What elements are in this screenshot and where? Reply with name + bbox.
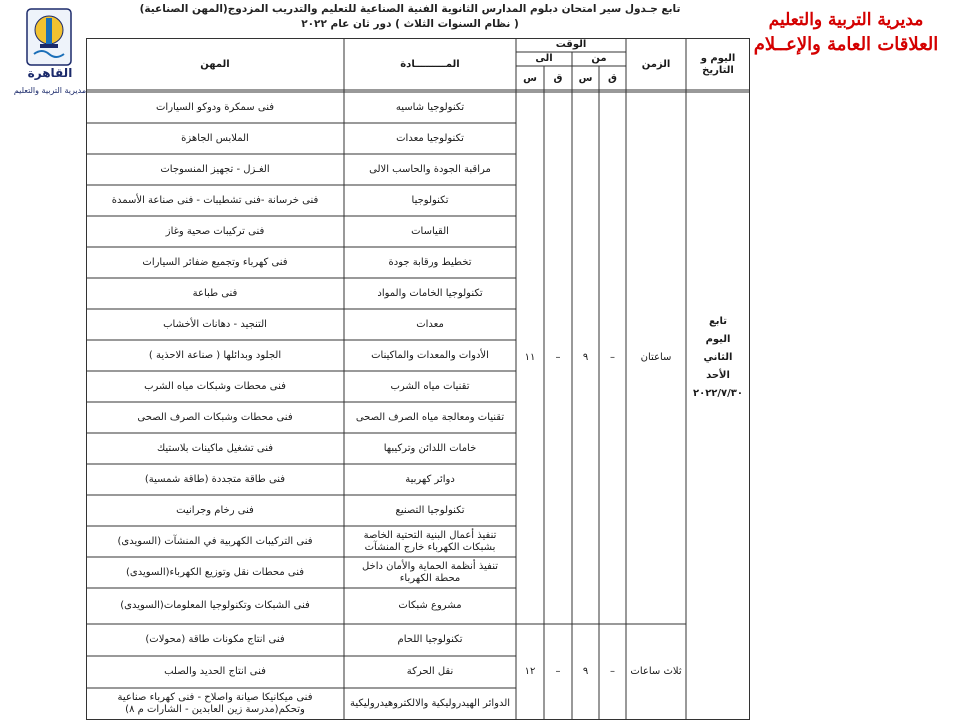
exam-date: ٢٠٢٢/٧/٣٠ [692, 388, 744, 399]
header-to: الى [535, 53, 553, 64]
profession-cell: فنى الشبكات وتكنولوجيا المعلومات(السويدى) [120, 600, 310, 611]
day-date-cell [686, 92, 750, 624]
subject-cell: معدات [416, 318, 444, 330]
brand-header [746, 8, 946, 58]
subject-cell: تكنولوجيا الخامات والمواد [377, 287, 483, 299]
day-label: اليوم [705, 334, 731, 345]
profession-cell: فنى محطات وشبكات الصرف الصحى [137, 411, 293, 423]
profession-cell: الغـزل - تجهيز المنسوجات [160, 163, 270, 175]
from-minutes-cell: – [610, 666, 615, 677]
profession-cell: فنى كهرباء وتجميع ضفائر السيارات [142, 256, 288, 268]
profession-cell: فنى التركيبات الكهربية في المنشآت (السويدى) [117, 535, 313, 547]
header-from: من [591, 53, 607, 64]
logo-subtitle: مديرية التربية والتعليم [13, 86, 87, 95]
profession-cell: الملابس الجاهزة [181, 132, 249, 144]
header-day-date: اليوم و التاريخ [700, 53, 736, 76]
header-time: الوقت [555, 39, 587, 50]
subject-cell: تقنيات ومعالجة مياه الصرف الصحى [355, 411, 505, 423]
subject-cell: مراقبة الجودة والحاسب الالى [369, 163, 491, 175]
profession-cell: التنجيد - دهانات الأخشاب [163, 318, 267, 330]
profession-cell: فنى محطات نقل وتوزيع الكهرباء(السويدى) [125, 566, 305, 578]
duration-cell: ثلاث ساعات [630, 666, 682, 677]
subject-cell: تنفيذ أنظمة الحماية والأمان داخل محطة الكهرباء [361, 560, 499, 584]
profession-cell: فنى طاقة متجددة (طاقة شمسية) [144, 473, 286, 485]
title-line-2: ( نظام السنوات الثلاث ) دور ثان عام ٢٠٢٢ [301, 18, 519, 30]
profession-cell: فنى ميكانيكا صيانة واصلاح - فنى كهرباء صناعية وتحكم(مدرسة زين العابدين - الشارات م ٨) [117, 692, 313, 715]
exam-schedule-table [86, 38, 750, 720]
cairo-emblem-icon [26, 8, 72, 66]
profession-cell: فنى تركيبات صحية وغاز [165, 225, 265, 237]
subject-cell: تقنيات مياه الشرب [390, 380, 470, 392]
subject-cell: نقل الحركة [406, 666, 454, 677]
profession-cell: فنى رخام وجرانيت [176, 504, 254, 516]
subject-cell: تخطيط ورقابة جودة [388, 256, 472, 268]
from-hours-cell: ٩ [582, 666, 589, 677]
profession-cell: فنى تشغيل ماكينات بلاستيك [156, 442, 274, 454]
profession-cell: فنى محطات وشبكات مياه الشرب [144, 380, 286, 392]
subject-cell: تكنولوجيا [411, 194, 449, 206]
subject-cell: تكنولوجيا شاسيه [395, 101, 465, 113]
brand-line-1: مديرية التربية والتعليم [768, 10, 924, 30]
profession-cell: فنى انتاج الحديد والصلب [164, 666, 266, 677]
title-line-1: تابع جـدول سير امتحان دبلوم المدارس الثانوية الفنية الصناعية للتعليم والتدريب المزدوج(المهن الصناعية) [139, 3, 681, 15]
subject-column [344, 92, 516, 720]
subject-cell: تكنولوجيا اللحام [397, 634, 463, 645]
profession-cell: فنى طباعة [192, 287, 238, 299]
document-title [110, 2, 710, 32]
subject-cell: الدوائر الهيدروليكية والالكتروهيدروليكية [349, 698, 511, 709]
subject-cell: مشروع شبكات [398, 600, 462, 611]
from-hours-cell: ٩ [582, 352, 589, 363]
header-from-hours: س [578, 73, 593, 84]
header-from-minutes: ق [608, 73, 617, 84]
brand-line-2: العلاقات العامة والإعــلام [753, 34, 939, 55]
header-to-hours: س [523, 73, 537, 84]
to-minutes-cell: – [555, 666, 561, 677]
profession-cell: الجلود وبدائلها ( صناعة الاحذية ) [148, 349, 282, 361]
profession-cell: فنى انتاج مكونات طاقة (محولات) [145, 634, 285, 645]
subject-cell: تكنولوجيا التصنيع [395, 504, 465, 516]
day-ordinal: الثاني [703, 352, 733, 363]
header-professions: المهن [200, 59, 230, 70]
subject-cell: دوائر كهربية [405, 473, 455, 485]
to-hours-cell: ١١ [524, 352, 536, 363]
header-to-minutes: ق [553, 73, 563, 84]
day-continued: تابع [708, 316, 728, 327]
to-minutes-cell: – [555, 352, 561, 363]
header-subject: المـــــــــادة [400, 59, 460, 70]
subject-cell: القياسات [411, 225, 449, 237]
day-name: الأحد [706, 370, 730, 381]
logo [6, 8, 94, 100]
profession-cell: فنى سمكرة ودوكو السيارات [156, 101, 274, 113]
profession-column [86, 92, 344, 720]
logo-city: القاهرة [27, 66, 73, 80]
from-minutes-cell: – [610, 352, 615, 363]
header-duration: الزمن [641, 59, 671, 70]
to-hours-cell: ١٢ [524, 666, 536, 677]
profession-cell: فنى خرسانة -فنى تشطيبات - فنى صناعة الأسمدة [111, 194, 319, 206]
subject-cell: الأدوات والمعدات والماكينات [371, 349, 489, 361]
duration-cell: ساعتان [640, 352, 672, 363]
subject-cell: خامات اللدائن وتركيبها [383, 442, 477, 454]
subject-cell: تكنولوجيا معدات [396, 132, 464, 144]
subject-cell: تنفيذ أعمال البنية التحتية الخاصة بشبكات الكهرباء خارج المنشآت [363, 529, 497, 553]
